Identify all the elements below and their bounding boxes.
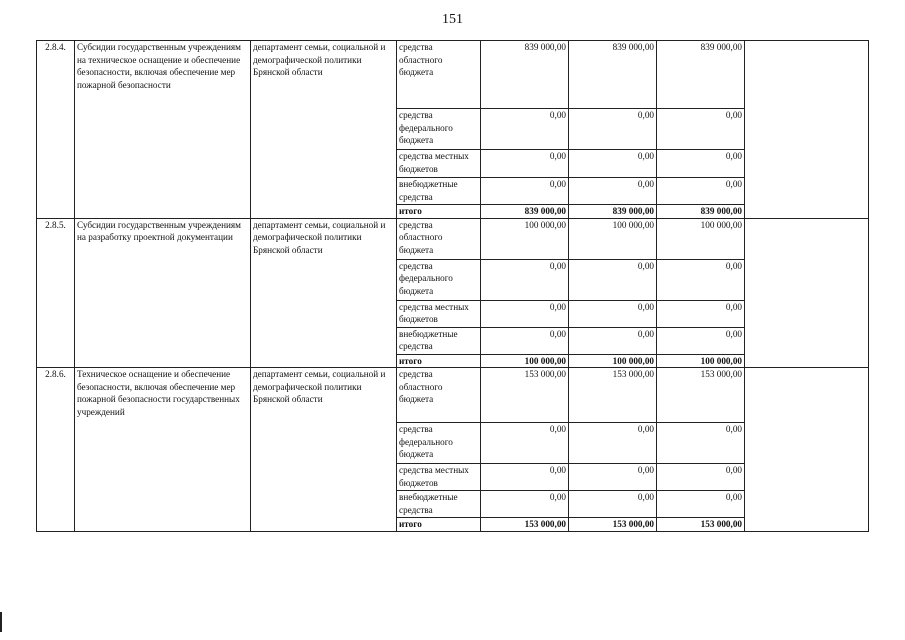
amount-year-3: 0,00 — [657, 491, 745, 518]
table-row — [37, 218, 869, 259]
total-label: итого — [397, 205, 481, 219]
amount-year-2: 0,00 — [569, 178, 657, 205]
total-year-3: 839 000,00 — [657, 205, 745, 219]
amount-year-1: 0,00 — [481, 491, 569, 518]
total-label: итого — [397, 518, 481, 532]
total-year-1: 839 000,00 — [481, 205, 569, 219]
amount-year-3: 839 000,00 — [657, 41, 745, 109]
total-year-2: 153 000,00 — [569, 518, 657, 532]
amount-year-3: 0,00 — [657, 259, 745, 300]
amount-year-1: 0,00 — [481, 150, 569, 178]
item-name: Субсидии государственным учреждениям на разработку проектной документации — [75, 218, 251, 368]
item-executor: департамент семьи, социальной и демографической политики Брянской области — [251, 41, 397, 219]
amount-year-3: 0,00 — [657, 464, 745, 491]
amount-year-2: 0,00 — [569, 327, 657, 354]
funding-source: средства федерального бюджета — [397, 423, 481, 464]
item-name: Субсидии государственным учреждениям на техническое оснащение и обеспечение безопасности, включая обеспечение мер пожарной безопасности — [75, 41, 251, 219]
total-year-2: 100 000,00 — [569, 354, 657, 368]
amount-year-3: 0,00 — [657, 178, 745, 205]
total-year-2: 839 000,00 — [569, 205, 657, 219]
funding-source: средства областного бюджета — [397, 368, 481, 423]
amount-year-1: 0,00 — [481, 178, 569, 205]
amount-year-2: 0,00 — [569, 150, 657, 178]
funding-source: внебюджетные средства — [397, 178, 481, 205]
funding-source: средства местных бюджетов — [397, 150, 481, 178]
funding-source: средства федерального бюджета — [397, 259, 481, 300]
amount-year-1: 0,00 — [481, 423, 569, 464]
empty-cell — [745, 218, 869, 368]
budget-table — [36, 40, 869, 532]
funding-source: средства областного бюджета — [397, 41, 481, 109]
item-executor: департамент семьи, социальной и демографической политики Брянской области — [251, 218, 397, 368]
total-year-1: 153 000,00 — [481, 518, 569, 532]
amount-year-3: 100 000,00 — [657, 218, 745, 259]
funding-source: средства областного бюджета — [397, 218, 481, 259]
page-number: 151 — [442, 12, 463, 27]
amount-year-2: 100 000,00 — [569, 218, 657, 259]
total-year-1: 100 000,00 — [481, 354, 569, 368]
amount-year-1: 153 000,00 — [481, 368, 569, 423]
amount-year-3: 0,00 — [657, 109, 745, 150]
item-number: 2.8.6. — [37, 368, 75, 532]
amount-year-3: 0,00 — [657, 327, 745, 354]
table-row — [37, 41, 869, 109]
amount-year-3: 153 000,00 — [657, 368, 745, 423]
amount-year-3: 0,00 — [657, 300, 745, 327]
funding-source: средства местных бюджетов — [397, 464, 481, 491]
amount-year-2: 0,00 — [569, 300, 657, 327]
amount-year-1: 0,00 — [481, 327, 569, 354]
amount-year-2: 839 000,00 — [569, 41, 657, 109]
amount-year-2: 0,00 — [569, 423, 657, 464]
table-row — [37, 368, 869, 423]
scan-edge-mark — [0, 612, 2, 632]
item-number: 2.8.4. — [37, 41, 75, 219]
amount-year-1: 0,00 — [481, 259, 569, 300]
funding-source: средства местных бюджетов — [397, 300, 481, 327]
amount-year-2: 0,00 — [569, 109, 657, 150]
amount-year-2: 153 000,00 — [569, 368, 657, 423]
item-number: 2.8.5. — [37, 218, 75, 368]
item-executor: департамент семьи, социальной и демографической политики Брянской области — [251, 368, 397, 532]
funding-source: внебюджетные средства — [397, 327, 481, 354]
amount-year-3: 0,00 — [657, 150, 745, 178]
funding-source: внебюджетные средства — [397, 491, 481, 518]
amount-year-1: 100 000,00 — [481, 218, 569, 259]
total-year-3: 100 000,00 — [657, 354, 745, 368]
amount-year-2: 0,00 — [569, 491, 657, 518]
amount-year-1: 0,00 — [481, 109, 569, 150]
total-label: итого — [397, 354, 481, 368]
funding-source: средства федерального бюджета — [397, 109, 481, 150]
empty-cell — [745, 368, 869, 532]
item-name: Техническое оснащение и обеспечение безопасности, включая обеспечение мер пожарной безопасности государственных учреждений — [75, 368, 251, 532]
amount-year-2: 0,00 — [569, 259, 657, 300]
amount-year-1: 839 000,00 — [481, 41, 569, 109]
total-year-3: 153 000,00 — [657, 518, 745, 532]
amount-year-3: 0,00 — [657, 423, 745, 464]
amount-year-1: 0,00 — [481, 464, 569, 491]
amount-year-1: 0,00 — [481, 300, 569, 327]
empty-cell — [745, 41, 869, 219]
amount-year-2: 0,00 — [569, 464, 657, 491]
